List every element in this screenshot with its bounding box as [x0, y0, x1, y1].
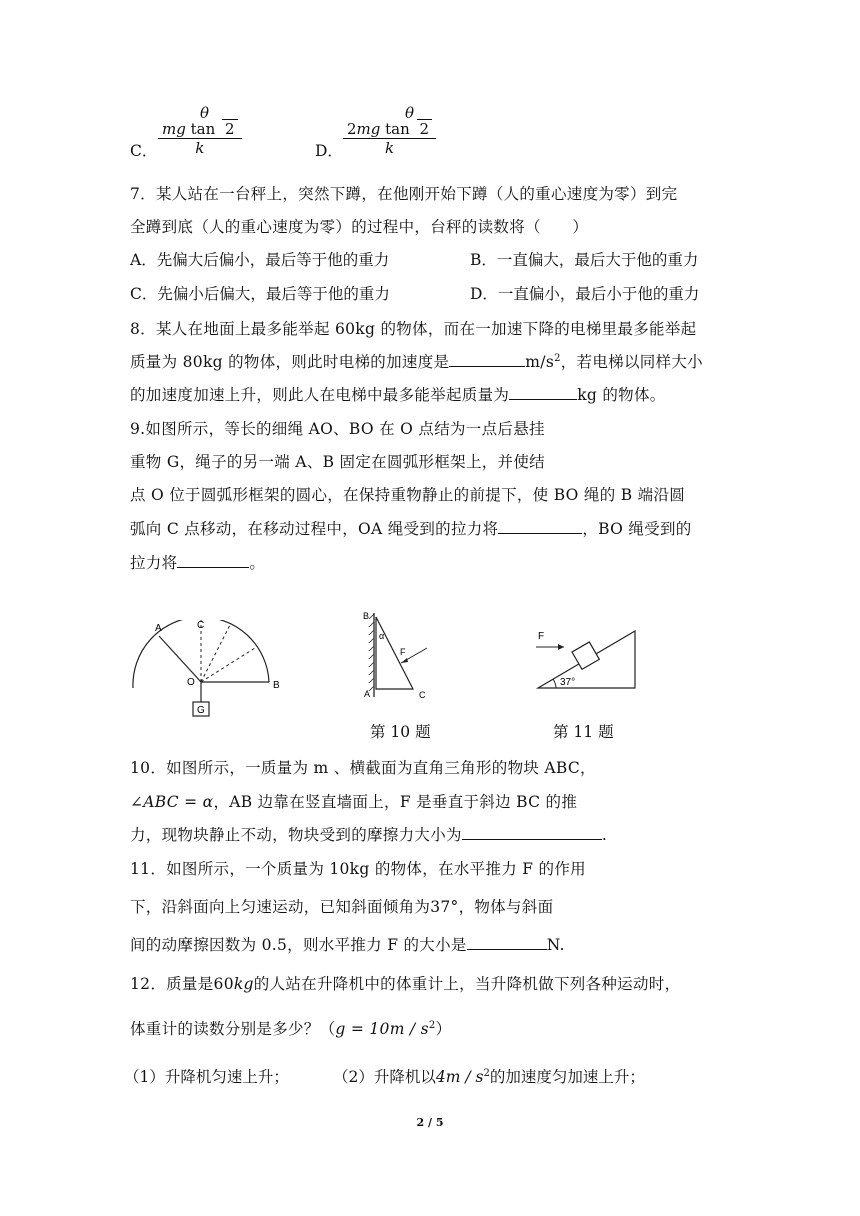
- q7-line-1: 7．某人站在一台秤上，突然下蹲，在他刚开始下蹲（人的重心速度为零）到完: [130, 185, 678, 203]
- label-f: F: [538, 631, 545, 642]
- page-number: 2 / 5: [416, 1116, 444, 1129]
- q7-option-b: B．一直偏大，最后大于他的重力: [470, 251, 699, 269]
- q7-option-c: C．先偏小后偏大，最后等于他的重力: [130, 285, 390, 303]
- label-a: A: [155, 623, 162, 634]
- q11-line-1: 11．如图所示，一个质量为 10kg 的物体，在水平推力 F 的作用: [130, 860, 586, 878]
- q11-line-3: 间的动摩擦因数为 0.5，则水平推力 F 的大小是 N.: [130, 936, 565, 954]
- q10-line-2: ∠ABC = α，AB 边靠在竖直墙面上，F 是垂直于斜边 BC 的推: [130, 793, 578, 811]
- q7-option-d: D．一直偏小，最后小于他的重力: [470, 285, 700, 303]
- q12-part-1: （1）升降机匀速上升；: [124, 1068, 289, 1086]
- label-c: C: [419, 690, 426, 700]
- figure-11-caption: 第 11 题: [553, 723, 614, 741]
- q7-line-2: 全蹲到底（人的重心速度为零）的过程中，台秤的读数将（ ）: [130, 218, 589, 236]
- blank: [462, 839, 602, 840]
- q10-line-3: 力，现物块静止不动，物块受到的摩擦力大小为 .: [130, 826, 608, 844]
- q8-line-2: 质量为 80kg 的物体，则此时电梯的加速度是 $m/s^2$，若电梯以同样大小: [130, 352, 703, 371]
- option-d-label: D．: [315, 142, 343, 160]
- blank: [467, 949, 547, 950]
- label-a: A: [364, 689, 371, 699]
- label-g: G: [197, 705, 205, 716]
- q9-line-2: 重物 G，绳子的另一端 A、B 固定在圆弧形框架上，并使结: [130, 453, 545, 471]
- option-c-label: C．: [130, 142, 158, 160]
- theta-symbol: θ: [200, 104, 210, 122]
- label-angle: 37°: [560, 677, 576, 688]
- label-b: B: [273, 680, 280, 691]
- label-b: B: [363, 611, 370, 621]
- q12-part-2: （2）升降机以$4m / s^2$的加速度匀加速上升；: [333, 1067, 645, 1086]
- figure-q11-incline: [532, 625, 642, 695]
- q9-line-3: 点 O 位于圆弧形框架的圆心，在保持重物静止的前提下，使 BO 绳的 B 端沿圆: [130, 486, 686, 504]
- label-alpha: α: [379, 631, 385, 641]
- theta-symbol: θ: [405, 104, 415, 122]
- q8-line-1: 8．某人在地面上最多能举起 60kg 的物体，而在一加速下降的电梯里最多能举起: [130, 320, 697, 338]
- q9-line-1: 9.如图所示，等长的细绳 AO、BO 在 O 点结为一点后悬挂: [130, 420, 545, 438]
- q12-line-2: 体重计的读数分别是多少？$(g = 10m / s^2)$: [130, 1019, 452, 1038]
- figure-10-caption: 第 10 题: [370, 723, 431, 741]
- q9-line-4: 弧向 C 点移动，在移动过程中，OA 绳受到的拉力将 ，BO 绳受到的: [130, 520, 692, 538]
- blank: [498, 533, 582, 534]
- label-c: C: [197, 620, 205, 631]
- figure-q10-triangle-block: [360, 605, 440, 705]
- blank: [509, 399, 577, 400]
- blank: [449, 366, 525, 367]
- q8-line-3: 的加速度加速上升，则此人在电梯中最多能举起质量为 kg 的物体。: [130, 386, 666, 404]
- q9-line-5: 拉力将 。: [130, 554, 266, 572]
- q11-line-2: 下，沿斜面向上匀速运动，已知斜面倾角为37°，物体与斜面: [130, 898, 554, 916]
- label-f: F: [400, 647, 406, 657]
- label-o: O: [187, 677, 195, 688]
- blank: [177, 567, 249, 568]
- q12-line-1: 12．质量是60kg的人站在升降机中的体重计上，当升降机做下列各种运动时，: [130, 975, 681, 993]
- q10-line-1: 10．如图所示，一质量为 m 、横截面为直角三角形的物块 ABC，: [130, 759, 596, 777]
- figure-q9-arc-frame: [125, 620, 295, 725]
- q7-option-a: A．先偏大后偏小，最后等于他的重力: [130, 251, 390, 269]
